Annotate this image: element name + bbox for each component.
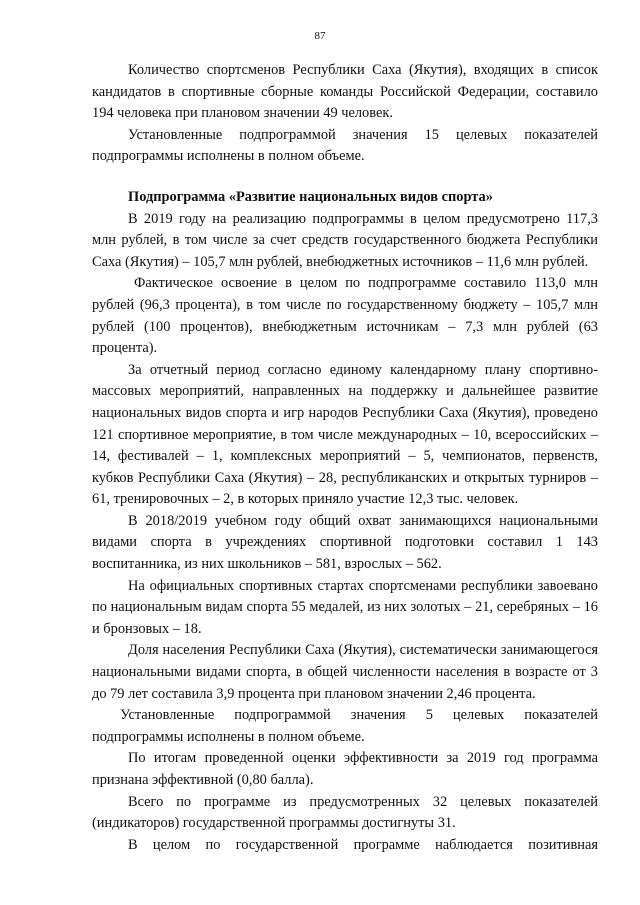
paragraph: Всего по программе из предусмотренных 32 целевых показателей (индикаторов) государственной программы достигнуты 31. xyxy=(92,793,598,832)
paragraph: На официальных спортивных стартах спортсменами республики завоевано по национальным видам спорта 55 медалей, из них золотых – 21, серебряных – 16 и бронзовых – 18. xyxy=(92,577,598,637)
paragraph: Установленные подпрограммой значения 5 целевых показателей подпрограммы исполнены в полном объеме. xyxy=(92,707,598,745)
paragraph: Количество спортсменов Республики Саха (Якутия), входящих в список кандидатов в спортивные сборные команды Российской Федерации, составило 194 человека при плановом значении 49 человек. xyxy=(92,62,598,122)
paragraph: По итогам проведенной оценки эффективности за 2019 год программа признана эффективной (0,80 балла). xyxy=(92,750,598,788)
paragraph: В целом по государственной программе наблюдается позитивная xyxy=(128,836,598,853)
paragraph: В 2019 году на реализацию подпрограммы в целом предусмотрено 117,3 млн рублей, в том числе за счет средств государственного бюджета Республики Саха (Якутия) – 105,7 млн рублей, внебюджетных источников – 11,6 млн рублей. xyxy=(92,210,598,270)
paragraph: Установленные подпрограммой значения 15 целевых показателей подпрограммы исполнены в полном объеме. xyxy=(92,126,598,165)
paragraph: За отчетный период согласно единому календарному плану спортивно-массовых мероприятий, направленных на поддержку и дальнейшее развитие национальных видов спорта и игр народов Республики Саха (Якутия), проведено 121 спортивное мероприятие, в том числе международных – 10, всероссийских – 14, фестивалей – 1, комплексных мероприятий – 5, чемпионатов, первенств, кубков Республики Саха (Якутия) – 28, республиканских и открытых турниров – 61, тренировочных – 2, в которых приняло участие 12,3 тыс. человек. xyxy=(92,361,598,508)
paragraph: Доля населения Республики Саха (Якутия), систематически занимающегося национальными видами спорта, в общей численности населения в возрасте от 3 до 79 лет составила 3,9 процента при плановом значении 2,46 процента. xyxy=(92,642,598,702)
page-content xyxy=(92,60,598,856)
paragraph: В 2018/2019 учебном году общий охват занимающихся национальными видами спорта в учреждениях спортивной подготовки составил 1 143 воспитанника, из них школьников – 581, взрослых – 562. xyxy=(92,512,598,573)
page-number: 87 xyxy=(314,30,326,42)
section-heading: Подпрограмма «Развитие национальных видов спорта» xyxy=(128,188,493,205)
paragraph: Фактическое освоение в целом по подпрограмме составило 113,0 млн рублей (96,3 процента), в том числе по государственному бюджету – 105,7 млн рублей (100 процентов), внебюджетным источникам – 7,3 млн рублей (63 процента). xyxy=(92,275,598,357)
